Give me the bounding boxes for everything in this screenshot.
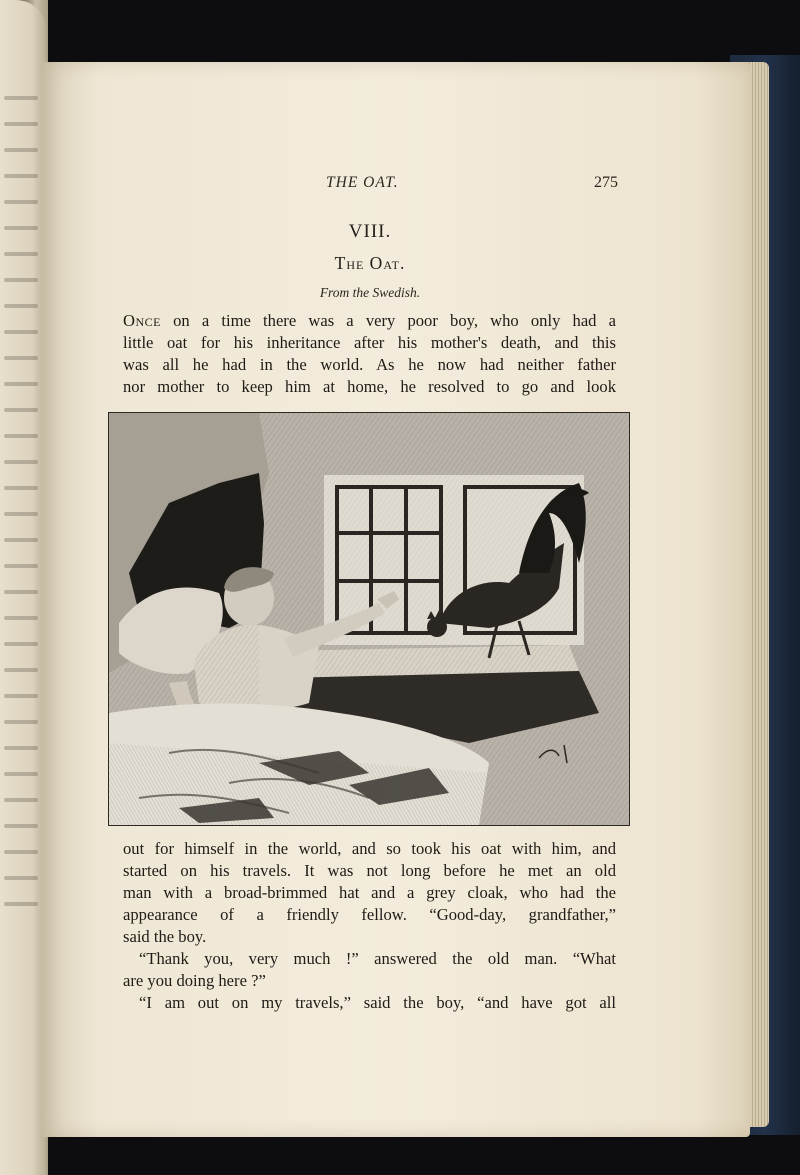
chapter-number: VIII. (348, 221, 392, 242)
running-head (326, 174, 626, 196)
chapter-title: The Oat. (334, 253, 406, 273)
text-line: out for himself in the world, and so took his oat with him, and (123, 839, 616, 858)
text-line: started on his travels. It was not long before he met an old (123, 861, 616, 880)
facing-page-edge (0, 0, 46, 1175)
page-number: 275 (594, 174, 618, 191)
text-line-rest: on a time there was a very poor boy, who only had a (160, 311, 616, 330)
text-line: man with a broad-brimmed hat and a grey cloak, who had the (123, 883, 616, 902)
dropcap-word: Once (123, 311, 161, 330)
engraving-art (109, 413, 629, 825)
text-line: appearance of a friendly fellow. “Good-day, grandfather,” (123, 905, 616, 924)
illustration-boy-and-rooster (108, 412, 630, 826)
text-line: said the boy. (123, 927, 207, 946)
text-line: was all he had in the world. As he now had neither father (123, 355, 616, 374)
text-line: “I am out on my travels,” said the boy, “and have got all (139, 993, 616, 1012)
text-line: are you doing here ?” (123, 971, 266, 990)
text-line (123, 310, 616, 332)
text-line: nor mother to keep him at home, he resolved to go and look (123, 377, 616, 396)
text-line: “Thank you, very much !” answered the old man. “What (139, 949, 616, 968)
chapter-source: From the Swedish. (319, 285, 421, 300)
text-line: little oat for his inheritance after his mother's death, and this (123, 333, 616, 352)
running-head-title: THE OAT. (326, 174, 399, 191)
